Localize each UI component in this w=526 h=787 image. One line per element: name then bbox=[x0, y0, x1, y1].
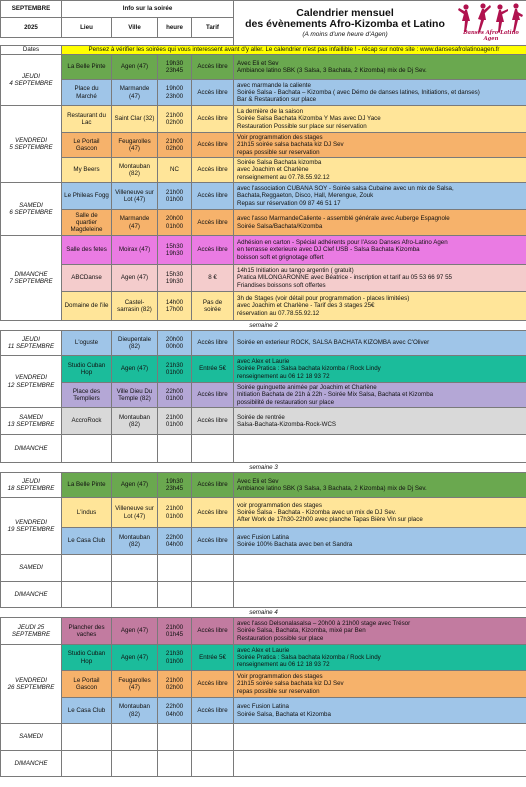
day-vendredi-12: VENDREDI 12 SEPTEMBRE bbox=[1, 356, 62, 408]
day-dimanche: DIMANCHE bbox=[1, 751, 62, 777]
day-jeudi-25: JEUDI 25 SEPTEMBRE bbox=[1, 618, 62, 645]
logo bbox=[456, 1, 526, 45]
event-heure: 14h00 17h00 bbox=[158, 292, 192, 321]
event-heure: 20h00 00h00 bbox=[158, 331, 192, 356]
event-description: Voir programmation des stages 21h15 soirée salsa bachata kiz DJ Sev repas possible sur reservation bbox=[234, 671, 526, 698]
event-tarif: Pas de soirée bbox=[192, 292, 234, 321]
event-lieu: Le Casa Club bbox=[62, 528, 112, 555]
event-lieu: Domaine de l'ile bbox=[62, 292, 112, 321]
event-heure: 21h00 02h00 bbox=[158, 133, 192, 158]
col-tarif: Tarif bbox=[192, 17, 234, 37]
event-description: Avec Eli et Sev Ambiance latino SBK (3 Salsa, 3 Bachata, 2 Kizomba) mix de Dj Sev. bbox=[234, 473, 526, 498]
event-heure: 15h30 19h30 bbox=[158, 265, 192, 292]
event-ville: Agen (47) bbox=[112, 55, 158, 80]
event-heure: 22h00 04h00 bbox=[158, 528, 192, 555]
event-description: avec l'asso MarmandeCaliente - assemblé générale avec Auberge Espagnole Soirée Salsa/Bachata/Kizomba bbox=[234, 210, 526, 236]
event-heure: 21h00 01h45 bbox=[158, 618, 192, 645]
event-ville: Dieupentale (82) bbox=[112, 331, 158, 356]
day-jeudi-18: JEUDI 18 SEPTEMBRE bbox=[1, 473, 62, 498]
logo-text: Danses Afro-Latino Agen bbox=[463, 30, 519, 43]
event-description: Soirée en exterieur ROCK, SALSA BACHATA KIZOMBA avec C'Oliver bbox=[234, 331, 526, 356]
event-description: Soirée de rentrée Salsa-Bachata-Kizomba-Rock-WCS bbox=[234, 408, 526, 435]
event-tarif: Accès libre bbox=[192, 80, 234, 106]
event-lieu: La Belle Pinte bbox=[62, 473, 112, 498]
event-heure: 21h00 01h00 bbox=[158, 498, 192, 528]
event-heure: 21h00 01h00 bbox=[158, 183, 192, 210]
event-heure: 22h00 04h00 bbox=[158, 698, 192, 724]
event-tarif: 8 € bbox=[192, 265, 234, 292]
event-ville: Montauban (82) bbox=[112, 528, 158, 555]
event-ville: Montauban (82) bbox=[112, 408, 158, 435]
month-label: SEPTEMBRE bbox=[1, 1, 62, 18]
day-samedi: SAMEDI bbox=[1, 555, 62, 582]
event-description: avec Alex et Laurie Soirée Pratica : Salsa bachata kizomba / Rock Lindy renseignement au 06 12 18 93 72 bbox=[234, 356, 526, 383]
event-ville: Villeneuve sur Lot (47) bbox=[112, 183, 158, 210]
event-tarif: Accès libre bbox=[192, 331, 234, 356]
event-tarif: Accès libre bbox=[192, 133, 234, 158]
day-samedi-13: SAMEDI 13 SEPTEMBRE bbox=[1, 408, 62, 435]
event-lieu: L'indus bbox=[62, 498, 112, 528]
col-ville: Ville bbox=[112, 17, 158, 37]
event-description: avec Alex et Laurie Soirée Pratica : Salsa bachata kizomba / Rock Lindy renseignement au 06 12 18 93 72 bbox=[234, 645, 526, 671]
event-description: Voir programmation des stages 21h15 soirée salsa bachata kiz DJ Sev repas possible sur reservation bbox=[234, 133, 526, 158]
event-lieu: Salle de quartier Magdeleine bbox=[62, 210, 112, 236]
event-tarif: Accès libre bbox=[192, 383, 234, 408]
event-description: La dernière de la saison Soirée Salsa Bachata Kizomba Y Mas avec DJ Yace Restauration Possible sur place sur réservation bbox=[234, 106, 526, 133]
event-ville: Agen (47) bbox=[112, 356, 158, 383]
event-heure: 21h00 02h00 bbox=[158, 671, 192, 698]
event-lieu: Place du Marché bbox=[62, 80, 112, 106]
event-tarif: Accès libre bbox=[192, 55, 234, 80]
week-separator: semaine 2 bbox=[1, 321, 526, 331]
event-lieu: Place des Templiers bbox=[62, 383, 112, 408]
event-tarif: Accès libre bbox=[192, 236, 234, 265]
event-lieu: Studio Cuban Hop bbox=[62, 356, 112, 383]
subtitle: (A moins d'une heure d'Agen) bbox=[302, 30, 388, 38]
event-ville: Montauban (82) bbox=[112, 698, 158, 724]
event-description: Soirée Salsa Bachata kizomba avec Joachim et Charlène renseignement au 07.78.55.92.12 bbox=[234, 158, 526, 183]
event-ville: Montauban (82) bbox=[112, 158, 158, 183]
title-line2: des évènements Afro-Kizomba et Latino bbox=[245, 18, 445, 31]
event-tarif: Entrée 5€ bbox=[192, 645, 234, 671]
event-lieu: Restaurant du Lac bbox=[62, 106, 112, 133]
event-ville: Agen (47) bbox=[112, 618, 158, 645]
event-heure: 21h30 01h00 bbox=[158, 356, 192, 383]
event-tarif: Accès libre bbox=[192, 408, 234, 435]
event-ville: Ville Dieu Du Temple (82) bbox=[112, 383, 158, 408]
event-ville: Moirax (47) bbox=[112, 236, 158, 265]
event-tarif: Accès libre bbox=[192, 698, 234, 724]
event-lieu: La Belle Pinte bbox=[62, 55, 112, 80]
event-lieu: Le Portail Gascon bbox=[62, 133, 112, 158]
event-ville: Agen (47) bbox=[112, 265, 158, 292]
year-label: 2025 bbox=[1, 17, 62, 37]
event-lieu: Salle des fetes bbox=[62, 236, 112, 265]
event-ville: Castel-sarrasin (82) bbox=[112, 292, 158, 321]
event-lieu: AccroRock bbox=[62, 408, 112, 435]
event-description: avec l'asso Delsonalasalsa – 20h00 à 21h00 stage avec Trésor Soirée Salsa, Bachata, Kizomba, mixé par Ben Restauration possible sur place bbox=[234, 618, 526, 645]
event-tarif: Accès libre bbox=[192, 158, 234, 183]
event-heure: 21h00 02h00 bbox=[158, 106, 192, 133]
event-description: Avec Eli et Sev Ambiance latino SBK (3 Salsa, 3 Bachata, 2 Kizomba) mix de Dj Sev. bbox=[234, 55, 526, 80]
day-samedi: SAMEDI bbox=[1, 724, 62, 751]
event-description: voir programmation des stages Soirée Salsa - Bachata - Kizomba avec un mix de DJ Sev. After Work de 17h30-22h00 avec planche Tapas Bière Vin sur place bbox=[234, 498, 526, 528]
event-heure: 20h00 01h00 bbox=[158, 210, 192, 236]
event-description: avec marmande la caliente Soirée Salsa - Bachata – Kizomba ( avec Démo de danses latines, Initiations, et danses) Bar & Restauration sur place bbox=[234, 80, 526, 106]
event-heure: 21h00 01h00 bbox=[158, 408, 192, 435]
event-lieu: Studio Cuban Hop bbox=[62, 645, 112, 671]
event-heure: 19h30 23h45 bbox=[158, 473, 192, 498]
day-vendredi-19: VENDREDI 19 SEPTEMBRE bbox=[1, 498, 62, 555]
event-heure: 21h30 01h00 bbox=[158, 645, 192, 671]
col-heure: heure bbox=[158, 17, 192, 37]
event-ville: Agen (47) bbox=[112, 645, 158, 671]
event-tarif: Accès libre bbox=[192, 671, 234, 698]
event-lieu: Le Casa Club bbox=[62, 698, 112, 724]
event-heure: 19h30 23h45 bbox=[158, 55, 192, 80]
event-lieu: ABCDanse bbox=[62, 265, 112, 292]
day-dimanche: DIMANCHE bbox=[1, 582, 62, 608]
event-tarif: Accès libre bbox=[192, 106, 234, 133]
info-label: Info sur la soirée bbox=[62, 1, 234, 18]
event-lieu: Le Phileas Fogg bbox=[62, 183, 112, 210]
event-tarif: Accès libre bbox=[192, 528, 234, 555]
day-vendredi-5: VENDREDI 5 SEPTEMBRE bbox=[1, 106, 62, 183]
event-description: Soirée guinguette animée par Joachim et Charlène Initiation Bachata de 21h à 22h - Soirée Mix Salsa, Bachata et Kizomba possibilité de restauration sur place bbox=[234, 383, 526, 408]
title-block bbox=[234, 1, 526, 46]
day-dimanche: DIMANCHE bbox=[1, 435, 62, 463]
event-tarif: Entrée 5€ bbox=[192, 356, 234, 383]
event-heure: 19h00 23h00 bbox=[158, 80, 192, 106]
event-ville: Feugarolles (47) bbox=[112, 133, 158, 158]
event-description: 14h15 Initiation au tango argentin ( gratuit) Pratica MILONGARONNE avec Béatrice - inscription et tarif au 05 53 66 97 55 Friandises boissons soft offertes bbox=[234, 265, 526, 292]
day-jeudi-4: JEUDI 4 SEPTEMBRE bbox=[1, 55, 62, 106]
event-heure: NC bbox=[158, 158, 192, 183]
event-heure: 15h30 19h30 bbox=[158, 236, 192, 265]
event-description: Adhésion en carton - Spécial adhérents pour l'Asso Danses Afro-Latino Agen en terrasse exterieure avec DJ Clef USB - Salsa Bachata Kizomba boisson soft et grignotage offert bbox=[234, 236, 526, 265]
day-vendredi-26: VENDREDI 26 SEPTEMBRE bbox=[1, 645, 62, 724]
event-description: 3h de Stages (voir détail pour programmation - places limitées) avec Joachim et Charlène - Tarif des 3 stages 25€ réservation au 07.78.55.92.12 bbox=[234, 292, 526, 321]
event-ville: Marmande (47) bbox=[112, 210, 158, 236]
event-tarif: Accès libre bbox=[192, 473, 234, 498]
event-tarif: Accès libre bbox=[192, 210, 234, 236]
event-ville: Villeneuve sur Lot (47) bbox=[112, 498, 158, 528]
event-lieu: Le Portail Gascon bbox=[62, 671, 112, 698]
event-lieu: My Beers bbox=[62, 158, 112, 183]
event-ville: Agen (47) bbox=[112, 473, 158, 498]
event-description: avec l'association CUBANA SOY - Soirée salsa Cubaine avec un mix de Salsa, Bachata,Reggaeton, Disco, Hall, Merengue, Zouk Repas sur réservation 09 87 46 51 17 bbox=[234, 183, 526, 210]
event-ville: Marmande (47) bbox=[112, 80, 158, 106]
event-tarif: Accès libre bbox=[192, 618, 234, 645]
day-jeudi-11: JEUDI 11 SEPTEMBRE bbox=[1, 331, 62, 356]
event-description: avec Fusion Latina Soirée Salsa, Bachata et Kizomba bbox=[234, 698, 526, 724]
notice-banner: Pensez à vérifier les soirées qui vous interessent avant d'y aller. Le calendrier n'est pas infaillible ! - récap sur notre site : www.dansesafrolatinoagen.fr bbox=[62, 46, 526, 55]
col-lieu: Lieu bbox=[62, 17, 112, 37]
event-tarif: Accès libre bbox=[192, 183, 234, 210]
week-separator: semaine 4 bbox=[1, 608, 526, 618]
event-description: avec Fusion Latina Soirée 100% Bachata avec ben et Sandra bbox=[234, 528, 526, 555]
title-line1: Calendrier mensuel bbox=[296, 6, 394, 19]
day-dimanche-7: DIMANCHE 7 SEPTEMBRE bbox=[1, 236, 62, 321]
event-lieu: Plancher des vaches bbox=[62, 618, 112, 645]
event-ville: Saint Clar (32) bbox=[112, 106, 158, 133]
dates-label: Dates bbox=[1, 46, 62, 55]
event-heure: 22h00 01h00 bbox=[158, 383, 192, 408]
event-lieu: L'oguste bbox=[62, 331, 112, 356]
week-separator: semaine 3 bbox=[1, 463, 526, 473]
day-samedi-6: SAMEDI 6 SEPTEMBRE bbox=[1, 183, 62, 236]
event-ville: Feugarolles (47) bbox=[112, 671, 158, 698]
event-tarif: Accès libre bbox=[192, 498, 234, 528]
